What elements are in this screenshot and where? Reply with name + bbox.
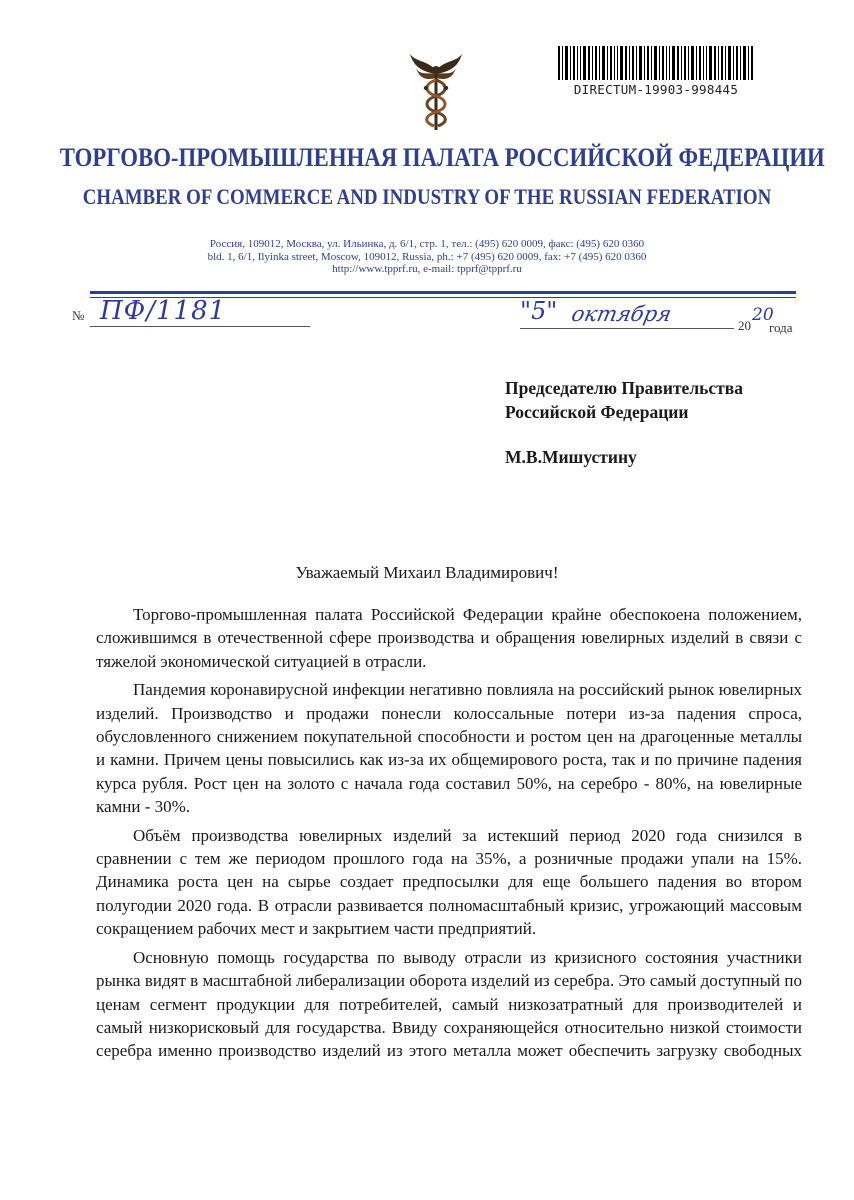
body-paragraph: Основную помощь государства по выводу отрасли из кризисного состояния участники рынка видят в масштабной либерализации оборота изделий из серебра. Это самый доступный по ценам сегмент продукции для потребителей, самый низкозатратный для производителей и самый низкорисковый для государства. Ввиду сохраняющейся относительно низкой стоимости серебра именно производство изделий из этого металла может обеспечить загрузку свободных (96, 947, 802, 1061)
organization-name-ru: ТОРГОВО-ПРОМЫШЛЕННАЯ ПАЛАТА РОССИЙСКОЙ ФЕДЕРАЦИИ (59, 142, 825, 172)
barcode-number: DIRECTUM-19903-998445 (573, 82, 739, 97)
barcode-image (558, 46, 754, 80)
addressee-block (505, 376, 743, 424)
outgoing-number-line (90, 326, 310, 327)
body-paragraph: Торгово-промышленная палата Российской Федерации крайне обеспокоена положением, сложившимся в отечественной сфере производства и обращения ювелирных изделий в связи с тяжелой экономической ситуацией в отрасли. (96, 605, 802, 671)
document-barcode (558, 46, 754, 97)
letterhead-divider-thick (90, 291, 796, 294)
date-year-prefix: 20 (738, 318, 751, 333)
chamber-emblem-logo (408, 50, 464, 134)
body-paragraph: Пандемия коронавирусной инфекции негативно повлияла на российский рынок ювелирных изделий. Производство и продажи понесли колоссальные потери из-за падения спроса, обусловленного снижением покупательной способности и ростом цен на драгоценные металлы и камни. Причем цены повысились как из-за их общемирового роста, так и по причине падения курса рубля. Рост цен на золото с начала года составил 50%, на серебро - 80%, на ювелирные камни - 30%. (96, 680, 802, 817)
date-month-handwritten: октября (569, 302, 674, 326)
date-year-handwritten: 20 (752, 305, 774, 325)
contacts-address-ru: Россия, 109012, Москва, ул. Ильинка, д. 6/1, стр. 1, тел.: (495) 620 0009, факс: (495) 620 0360 (209, 238, 645, 250)
date-year-suffix: года (769, 320, 793, 335)
body-paragraph: Объём производства ювелирных изделий за истекший период 2020 года снизился в сравнении с тем же периодом прошлого года на 35%, а розничные продажи упали на 15%. Динамика роста цен на сырье создает предпосылки для еще большего падения во втором полугодии 2020 года. В отрасли развивается полномасштабный кризис, угрожающий массовым сокращением рабочих мест и закрытием части предприятий. (96, 825, 802, 939)
addressee-title-line1: Председателю Правительства (505, 378, 743, 398)
organization-name-en: CHAMBER OF COMMERCE AND INDUSTRY OF THE RUSSIAN FEDERATION (82, 184, 772, 209)
addressee-name: М.В.Мишустину (505, 447, 637, 467)
contacts-address-en: bld. 1, 6/1, Ilyinka street, Moscow, 109012, Russia, ph.: +7 (495) 620 0009, fax: +7 (495) 620 0360 (207, 250, 647, 263)
salutation: Уважаемый Михаил Владимирович! (295, 563, 559, 582)
letterhead-contacts (0, 238, 854, 276)
date-day-handwritten: "5" (520, 297, 558, 325)
addressee-title-line2: Российской Федерации (505, 402, 689, 422)
outgoing-number-handwritten: ПФ/1181 (100, 296, 227, 326)
contacts-web-email: http://www.tpprf.ru, e-mail: tpprf@tpprf.ru (332, 263, 522, 275)
outgoing-number-label: № (72, 308, 85, 323)
letter-body (96, 603, 802, 1068)
date-line (520, 328, 734, 329)
